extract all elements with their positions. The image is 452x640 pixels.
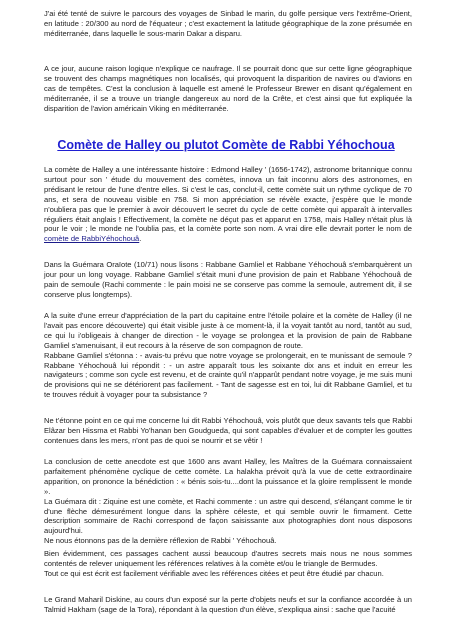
- paragraph-maharil-diskine: Le Grand Maharil Diskine, au cours d'un exposé sur la perte d'objets neufs et sur la confiance accordée à un Talmid Hakham (sage de la Tora), répondant à la question d'un élève, s'expliqua ainsi : sache que l'acuité: [44, 595, 412, 614]
- paragraph-references: Bien évidemment, ces passages cachent aussi beaucoup d'autres secrets mais nous ne nous sommes contentés de relever uniquement les références relatives à la comète et/ou le triangle de Bermudes. Tout ce qui est écrit est facilement vérifiable avec les références citées et peut être étudié par chacun.: [44, 549, 412, 578]
- paragraph-conclusion: La conclusion de cette anecdote est que 1600 ans avant Halley, les Maîtres de la Guémara connaissaient parfaitement phénomène cyclique de cette comète. La halakha prévoit qu'à la vue de cette extraordinaire apparition, on prononce la bénédiction : « bénis sois-tu....dont la puissance et la gloire remplissent le monde ». La Guémara dit : Ziquine est une comète, et Rachi commente : un astre qui descend, s'élançant comme le tir d'une flèche démesurément longue dans la sphère céleste, et qui semble ouvrir le firmament. Cette description sommaire de Rachi correspond de façon saisissante aux photographies dont nous disposons aujourd'hui. Ne nous étonnons pas de la dernière réflexion de Rabbi ' Yéhochouâ.: [44, 457, 412, 546]
- paragraph-halley-history: [44, 165, 412, 244]
- paragraph-guemara-voyage: Dans la Guémara Oraïote (10/71) nous lisons : Rabbane Gamliel et Rabbane Yéhochouâ s'embarquèrent un jour pour un long voyage. Rabbane Gamliel s'était muni d'une provision de pain et Rabbane Yéhochouâ de pain de semoule (Rachi commente : le pain moisi ne se conserve pas comme la semoule, autrement dit, il se conserve plus longtemps).: [44, 260, 412, 299]
- paragraph-magnetic-fields: A ce jour, aucune raison logique n'explique ce naufrage. Il se pourrait donc que sur cette ligne géographique se trouvent des champs magnétiques non localisés, qui provoquent la disparition de navires ou d'avions en cas de tempêtes. C'est la conclusion à laquelle est amené le Professeur Brewer en disant qu'également en méditerranée, il se a trouve un triangle dangereux au nord de la Crête, et c'est ainsi que fut expliquée la disparition de l'avion américain Viking en méditerranée.: [44, 64, 412, 113]
- paragraph-rabbi-reply: Ne t'étonne point en ce qui me concerne lui dit Rabbi Yéhochouâ, vois plutôt que deux savants tels que Rabbi Elâzar ben Hissma et Rabbi Yo'hanan ben Goudgueda, qui sont capables d'évaluer et de compter les gouttes contenues dans les mers, n'ont pas de quoi se nourrir et se vêtir !: [44, 416, 412, 445]
- section-heading-comet: Comète de Halley ou plutot Comète de Rabbi Yéhochoua: [57, 138, 395, 152]
- paragraph-navigation-error: A la suite d'une erreur d'appréciation de la part du capitaine entre l'étoile polaire et la comète de Halley (il ne l'avait pas encore découverte) qui était visible juste à ce moment-là, il la voyait tantôt au nord, tantôt au sud, ce qui lu i'obligeais à changer de direction - le voyage se prolongea et la provision de pain de Rabbane Gamliel s'amenuisant, il eut recours à la réserve de son compagnon de route. Rabbane Gamliel s'étonna : - avais-tu prévu que notre voyage se prolongerait, en te munissant de semoule ? Rabbane Yéhochouâ lui répondit : - un astre apparaît tous les soixante dix ans et induit en erreur les navigateurs ; comme son cycle est revenu, et de crainte qu'il n'apparût pendant notre voyage, je me suis muni de provisions qui ne se détériorent pas facilement. - Tant de sagesse est en toi, lui dit Rabbane Gamliel, et tu te trouves réduit à voyager pour ta subsistance ?: [44, 311, 412, 400]
- comet-rabbi-link[interactable]: comète de RabbiYéhochouâ: [44, 234, 140, 244]
- paragraph-halley-after: .: [139, 234, 142, 244]
- paragraph-halley-text: La comète de Halley a une intéressante histoire : Edmond Halley ' (1656-1742), astronome britannique connu surtout pour son ' étude du mouvement des comètes, innova un fait inconnu alors des astronomes, en prédisant le retour de l'une d'entre elles. Si c'est le cas, conclut-il, cette comète suit un rythme cyclique de 70 ans, et sera de nouveau visible en 758. Si mon appréciation se révèle exacte, j'espère que le monde n'oubliera pas que le premier à avoir découvert le secret du cycle de cette comète qui apparaît à intervalles réguliers était anglais ! Effectivement, la comète ne déçut pas et apparut en 1758, mais Halley n'était plus là pour le voir ; le monde ne l'oublia pas, et la comète porte son nom. A vrai dire elle devrait porter le nom de: [44, 165, 412, 234]
- paragraph-sinbad: J'ai été tenté de suivre le parcours des voyages de Sinbad le marin, du golfe persique vers l'extrême-Orient, en latitude : 20/300 au nord de l'équateur ; c'est exactement la latitude géographique de la zone présumée en méditerranée, dans laquelle le sous-marin Dakar a disparu.: [44, 9, 412, 38]
